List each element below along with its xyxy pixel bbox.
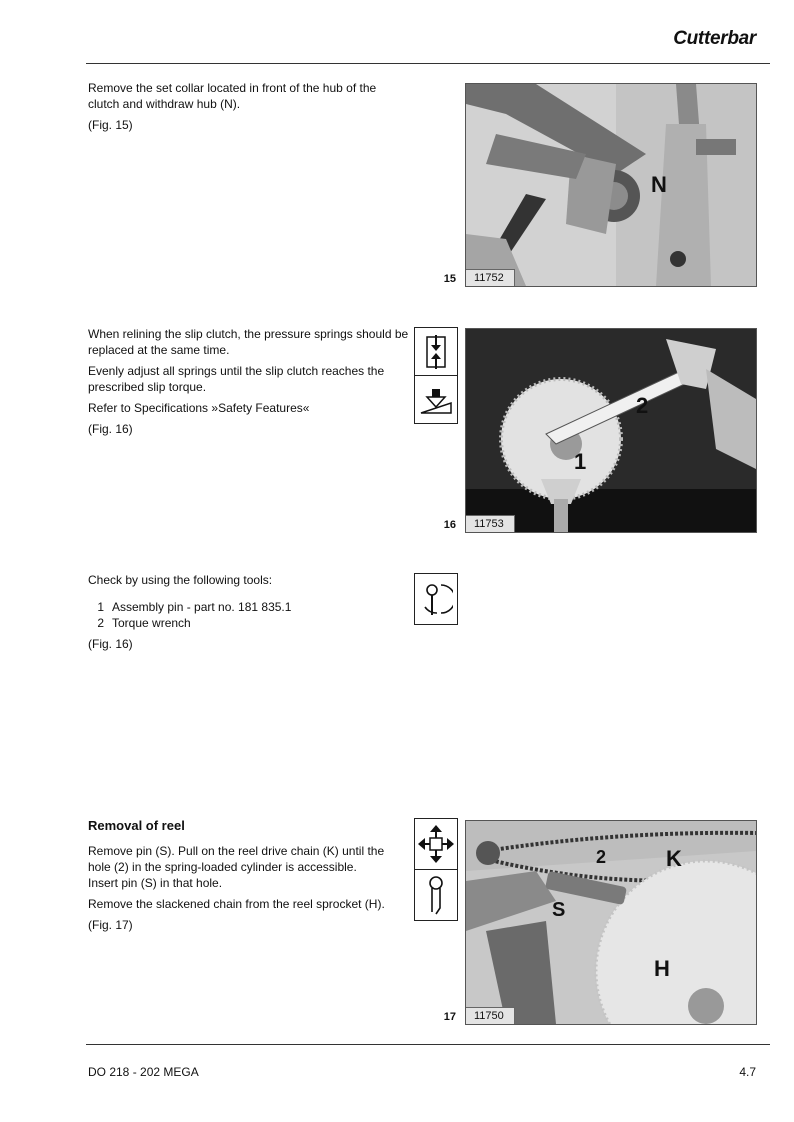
section3-text (88, 572, 410, 657)
footer-page-number: 4.7 (739, 1065, 756, 1079)
section1-text (88, 80, 410, 138)
figure-17-label-s: S (552, 899, 566, 921)
figure-15-image-id: 11752 (466, 269, 515, 286)
section4-paragraph-2: Remove the slackened chain from the reel sprocket (H). (88, 897, 385, 911)
figure-17-photo (465, 820, 757, 1025)
tool-list-item (88, 615, 410, 631)
section4-text (88, 818, 410, 938)
section4-fig-ref: (Fig. 17) (88, 918, 133, 932)
tool-list-item (88, 599, 410, 615)
section-heading-removal-of-reel: Removal of reel (88, 818, 185, 833)
figure-16-label-2: 2 (636, 393, 649, 418)
figure-17-label-2: 2 (596, 847, 607, 867)
section2-paragraph-3: Refer to Specifications »Safety Features« (88, 401, 310, 415)
footer-document-id: DO 218 - 202 MEGA (88, 1065, 199, 1079)
figure-16-image-id: 11753 (466, 515, 515, 532)
spring-compression-icon (415, 328, 457, 375)
tool-list-number: 1 (97, 600, 104, 614)
figure-16-number: 16 (443, 519, 456, 531)
figure-17-image-id: 11750 (466, 1007, 515, 1024)
figure-17-number: 17 (443, 1011, 456, 1023)
header-rule (86, 63, 770, 64)
tool-list-text: Assembly pin - part no. 181 835.1 (112, 600, 292, 614)
section4-paragraph-1: Remove pin (S). Pull on the reel drive chain (K) until the hole (2) in the spring-loaded cylinder is accessible. Insert pin (S) in that hole. (88, 844, 385, 890)
move-arrows-icon (415, 819, 457, 869)
footer-rule (86, 1044, 770, 1045)
page-header-title: Cutterbar (673, 28, 756, 49)
figure-15-number: 15 (443, 273, 456, 285)
section2-fig-ref: (Fig. 16) (88, 422, 133, 436)
special-tool-icon (415, 574, 457, 624)
figure-17-label-h: H (654, 956, 670, 981)
section3-intro: Check by using the following tools: (88, 573, 273, 587)
torque-adjust-icon (415, 375, 457, 423)
tool-list-number: 2 (97, 616, 104, 630)
figure-16-photo (465, 328, 757, 533)
figure-15-label-n: N (651, 172, 667, 197)
section2-icon-panel (414, 327, 458, 424)
pin-icon (415, 869, 457, 920)
section2-paragraph-2: Evenly adjust all springs until the slip clutch reaches the prescribed slip torque. (88, 364, 385, 394)
figure-15-photo (465, 83, 757, 287)
section2-paragraph-1: When relining the slip clutch, the pressure springs should be replaced at the same time. (88, 327, 409, 357)
section3-icon-panel (414, 573, 458, 625)
figure-16-label-1: 1 (574, 449, 587, 474)
section2-text (88, 326, 410, 442)
section1-fig-ref: (Fig. 15) (88, 118, 133, 132)
figure-17-label-k: K (666, 846, 682, 871)
tool-list-text: Torque wrench (112, 616, 191, 630)
section3-fig-ref: (Fig. 16) (88, 637, 133, 651)
section1-paragraph: Remove the set collar located in front of the hub of the clutch and withdraw hub (N). (88, 81, 377, 111)
section4-icon-panel (414, 818, 458, 921)
